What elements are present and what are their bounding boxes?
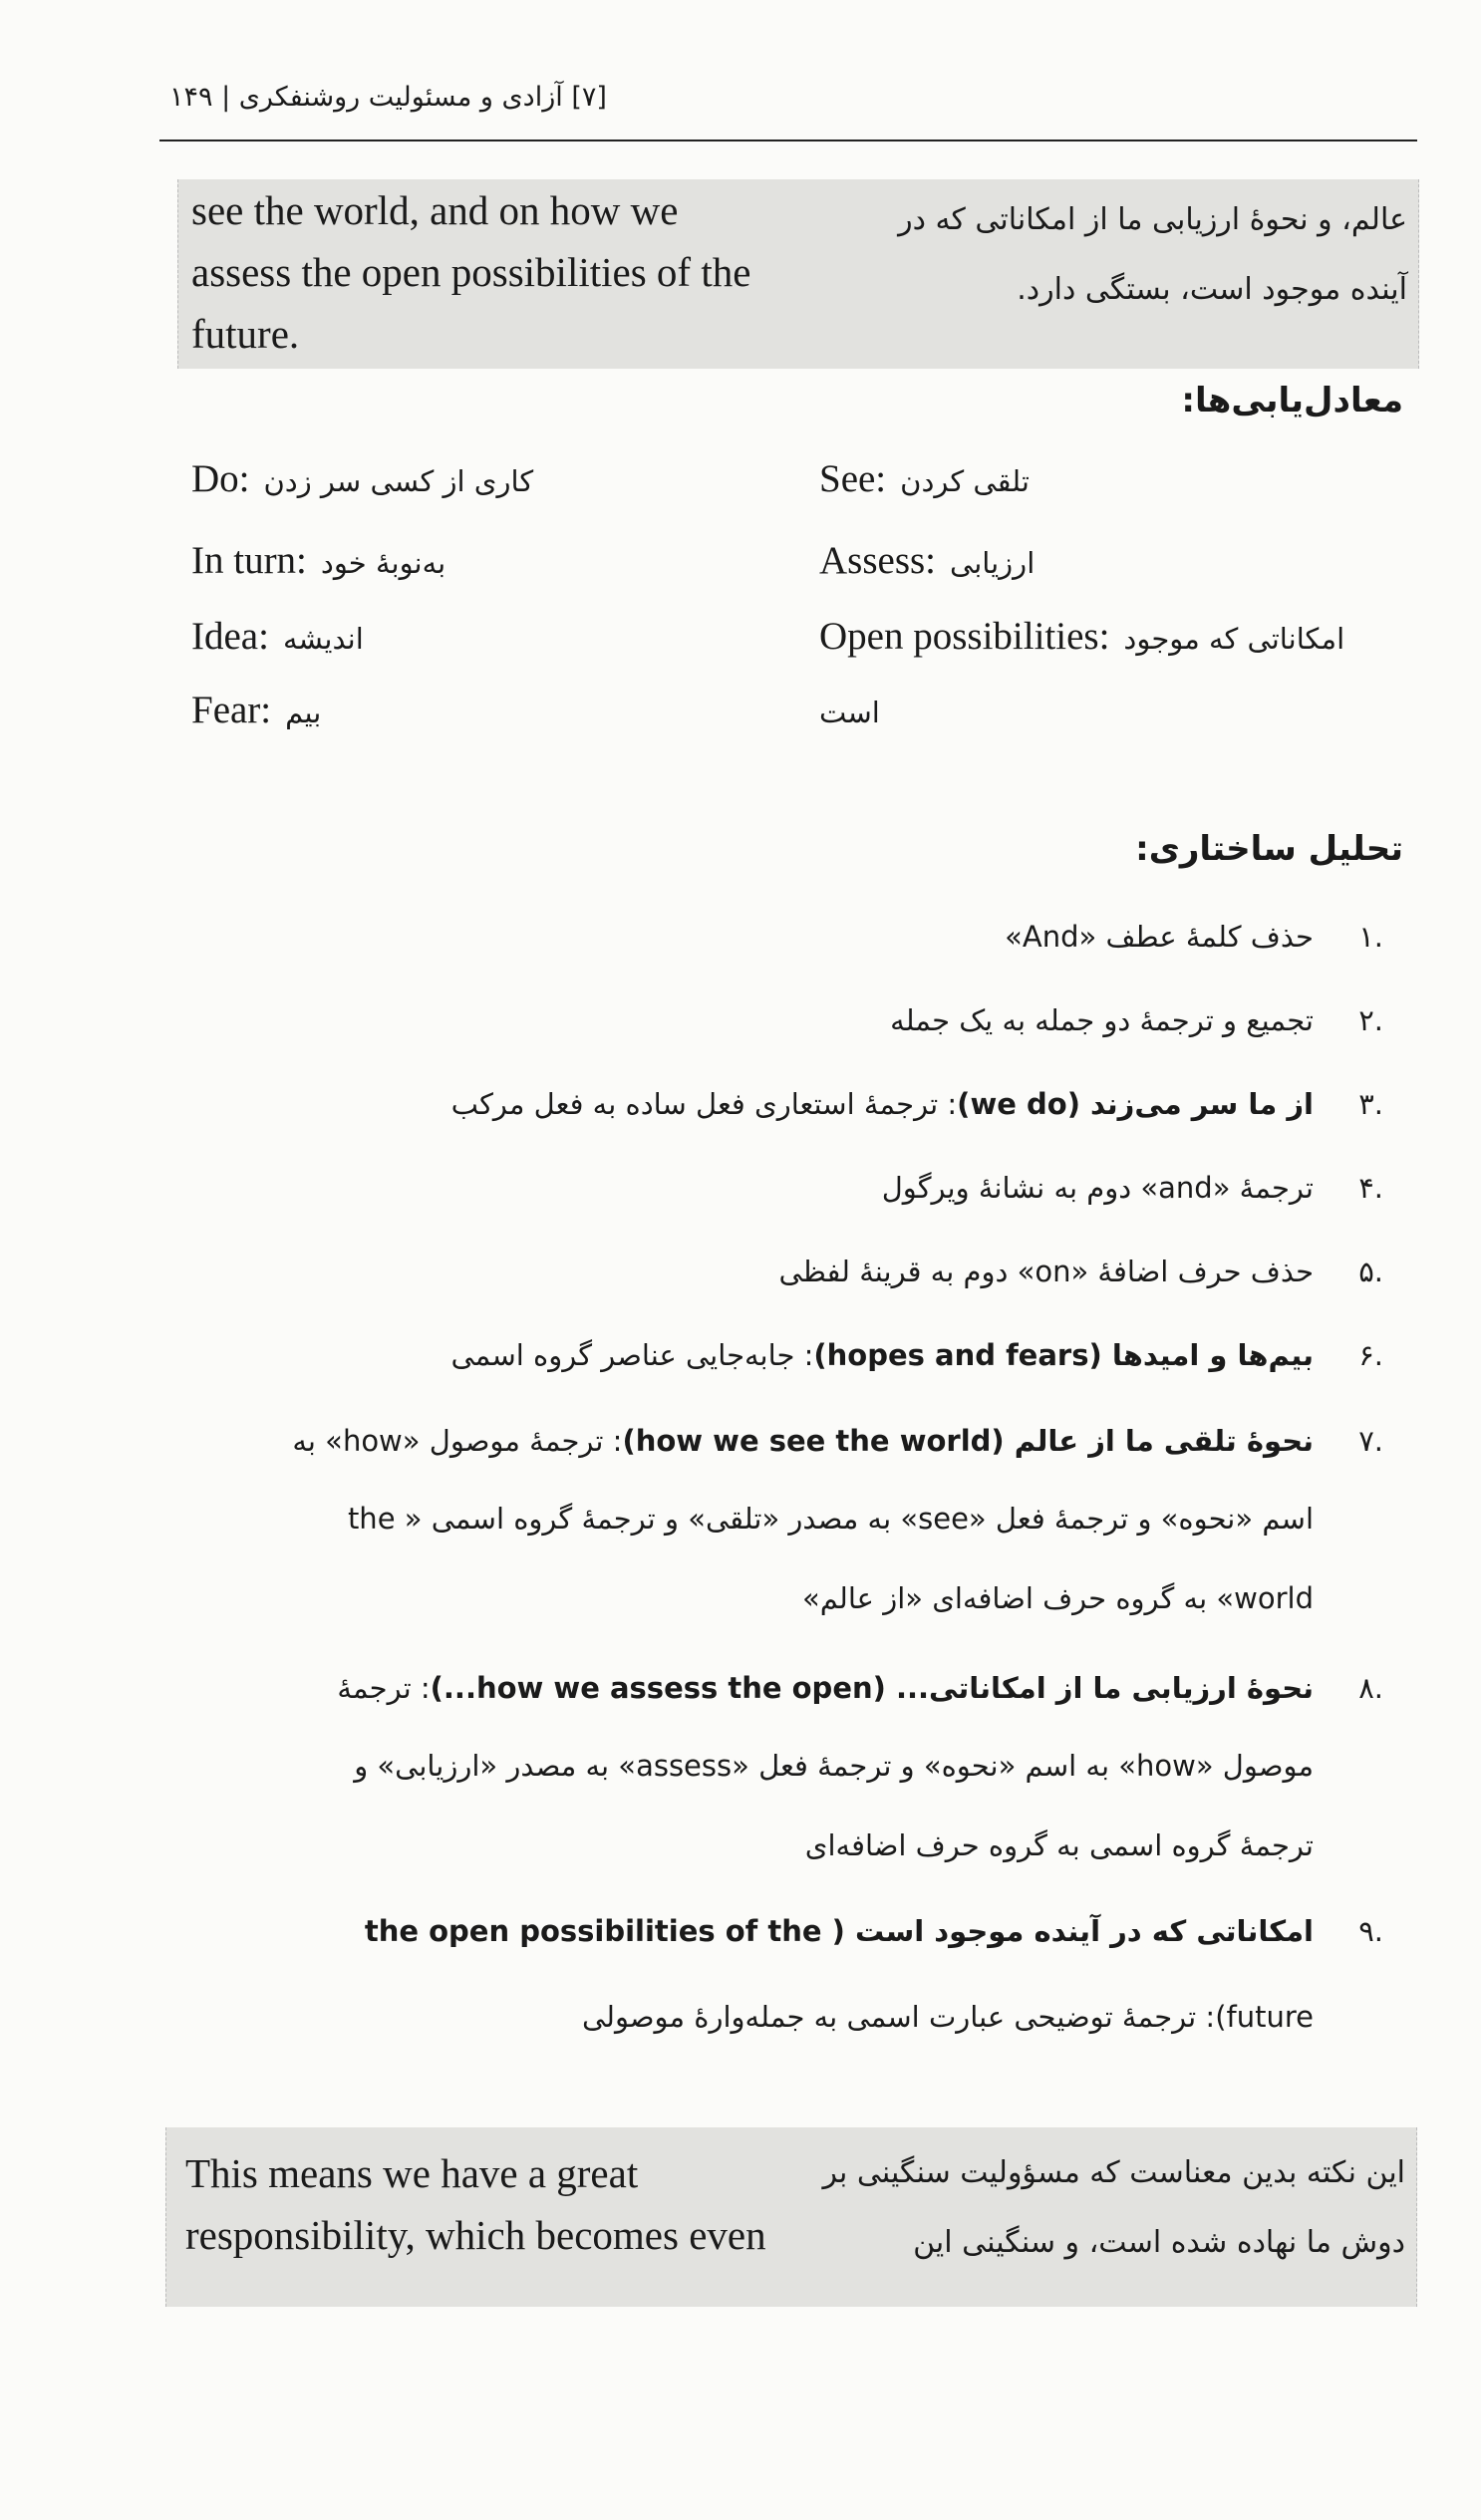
item-8-continuation-2: ترجمهٔ گروه اسمی به گروه حرف اضافه‌ای [804, 1828, 1314, 1862]
box2-persian-text: این نکته بدین معناست که مسؤولیت سنگینی بر دوش ما نهاده شده است، و سنگینی این [822, 2155, 1405, 2260]
item-number: .۸ [1358, 1671, 1383, 1705]
gloss-right-2 [819, 538, 1035, 598]
gloss-fa: به‌نوبهٔ خود [320, 546, 446, 580]
gloss-right-4 [819, 688, 880, 747]
analysis-item-6 [157, 1313, 1383, 1397]
running-header: [۷] آزادی و مسئولیت روشنفکری | ۱۴۹ [169, 82, 607, 113]
analysis-item-7 [157, 1399, 1383, 1483]
analysis-item-3 [157, 1062, 1383, 1146]
item-number: .۳ [1358, 1087, 1383, 1121]
item-text: : ترجمهٔ موصول «how» به [292, 1424, 623, 1458]
item-number: .۴ [1358, 1171, 1383, 1205]
box1-english-text: see the world, and on how we assess the open possibilities of the future. [191, 187, 751, 357]
gloss-en: Idea: [191, 615, 269, 658]
gloss-fa: ارزیابی [950, 546, 1036, 580]
gloss-en: See: [819, 457, 887, 500]
item-text: : ترجمهٔ استعاری فعل ساده به فعل مرکب [450, 1087, 958, 1121]
gloss-left-3 [191, 614, 364, 674]
gloss-en: Do: [191, 457, 250, 500]
item-text: حذف کلمهٔ عطف «And» [1005, 920, 1314, 954]
analysis-item-4 [157, 1146, 1383, 1230]
item-text: حذف حرف اضافهٔ «on» دوم به قرینهٔ لفظی [778, 1255, 1314, 1288]
item-number: .۱ [1358, 920, 1383, 954]
item-8-continuation-1: موصول «how» به اسم «نحوه» و ترجمهٔ فعل «assess» به مصدر «ارزیابی» و [354, 1749, 1314, 1783]
item-bold-term: امکاناتی که در آینده موجود است ( the open possibilities of the [364, 1914, 1314, 1948]
gloss-en: Assess: [819, 539, 937, 582]
item-bold-term: نحوهٔ ارزیابی ما از امکاناتی... (how we assess the open...) [430, 1671, 1314, 1705]
equivalents-title: معادل‌یابی‌ها: [1181, 381, 1403, 420]
item-bold-term: بیم‌ها و امیدها (hopes and fears) [813, 1338, 1314, 1372]
analysis-item-1 [157, 895, 1383, 979]
gloss-fa: تلقی کردن [900, 464, 1030, 498]
gloss-fa: کاری از کسی سر زدن [263, 464, 534, 498]
item-7-continuation-1: اسم «نحوه» و ترجمهٔ فعل «see» به مصدر «تلقی» و ترجمهٔ گروه اسمی « the [347, 1502, 1314, 1536]
gloss-fa: اندیشه [282, 622, 364, 656]
item-text: تجمیع و ترجمهٔ دو جمله به یک جمله [890, 1003, 1314, 1037]
gloss-right-1 [819, 456, 1030, 516]
item-number: .۹ [1358, 1914, 1383, 1948]
item-number: .۲ [1358, 1003, 1383, 1037]
item-text: : ترجمهٔ [337, 1671, 431, 1705]
item-text: : جابه‌جایی عناصر گروه اسمی [450, 1338, 814, 1372]
gloss-left-4 [191, 688, 321, 747]
analysis-item-9 [157, 1889, 1383, 1973]
box1-persian-text: عالم، و نحوهٔ ارزیابی ما از امکاناتی که در آینده موجود است، بستگی دارد. [898, 202, 1407, 307]
gloss-right-3 [819, 614, 1344, 674]
item-bold-term: نحوهٔ تلقی ما از عالم (how we see the world) [622, 1424, 1314, 1458]
gloss-left-2 [191, 538, 445, 598]
gloss-fa: است [819, 696, 880, 729]
item-7-continuation-2: world» به گروه حرف اضافه‌ای «از عالم» [801, 1581, 1314, 1615]
item-number: .۵ [1358, 1255, 1383, 1288]
gloss-en: Fear: [191, 689, 272, 731]
gloss-en: In turn: [191, 539, 307, 582]
analysis-item-8 [157, 1646, 1383, 1730]
analysis-title: تحلیل ساختاری: [1135, 829, 1403, 869]
analysis-item-2 [157, 979, 1383, 1062]
item-number: .۶ [1358, 1338, 1383, 1372]
item-bold-term: از ما سر می‌زند (we do) [957, 1087, 1314, 1121]
item-number: .۷ [1358, 1424, 1383, 1458]
gloss-en: Open possibilities: [819, 615, 1110, 658]
item-text: ترجمهٔ «and» دوم به نشانهٔ ویرگول [881, 1171, 1314, 1205]
gloss-fa: بیم [285, 696, 322, 729]
analysis-item-5 [157, 1230, 1383, 1313]
box2-english-text: This means we have a great responsibility, which becomes even [185, 2150, 766, 2258]
gloss-left-1 [191, 456, 533, 516]
item-9-continuation-1: future): ترجمهٔ توضیحی عبارت اسمی به جمله‌وارهٔ موصولی [581, 2000, 1314, 2034]
gloss-fa: امکاناتی که موجود [1123, 622, 1345, 656]
header-divider [159, 140, 1417, 141]
